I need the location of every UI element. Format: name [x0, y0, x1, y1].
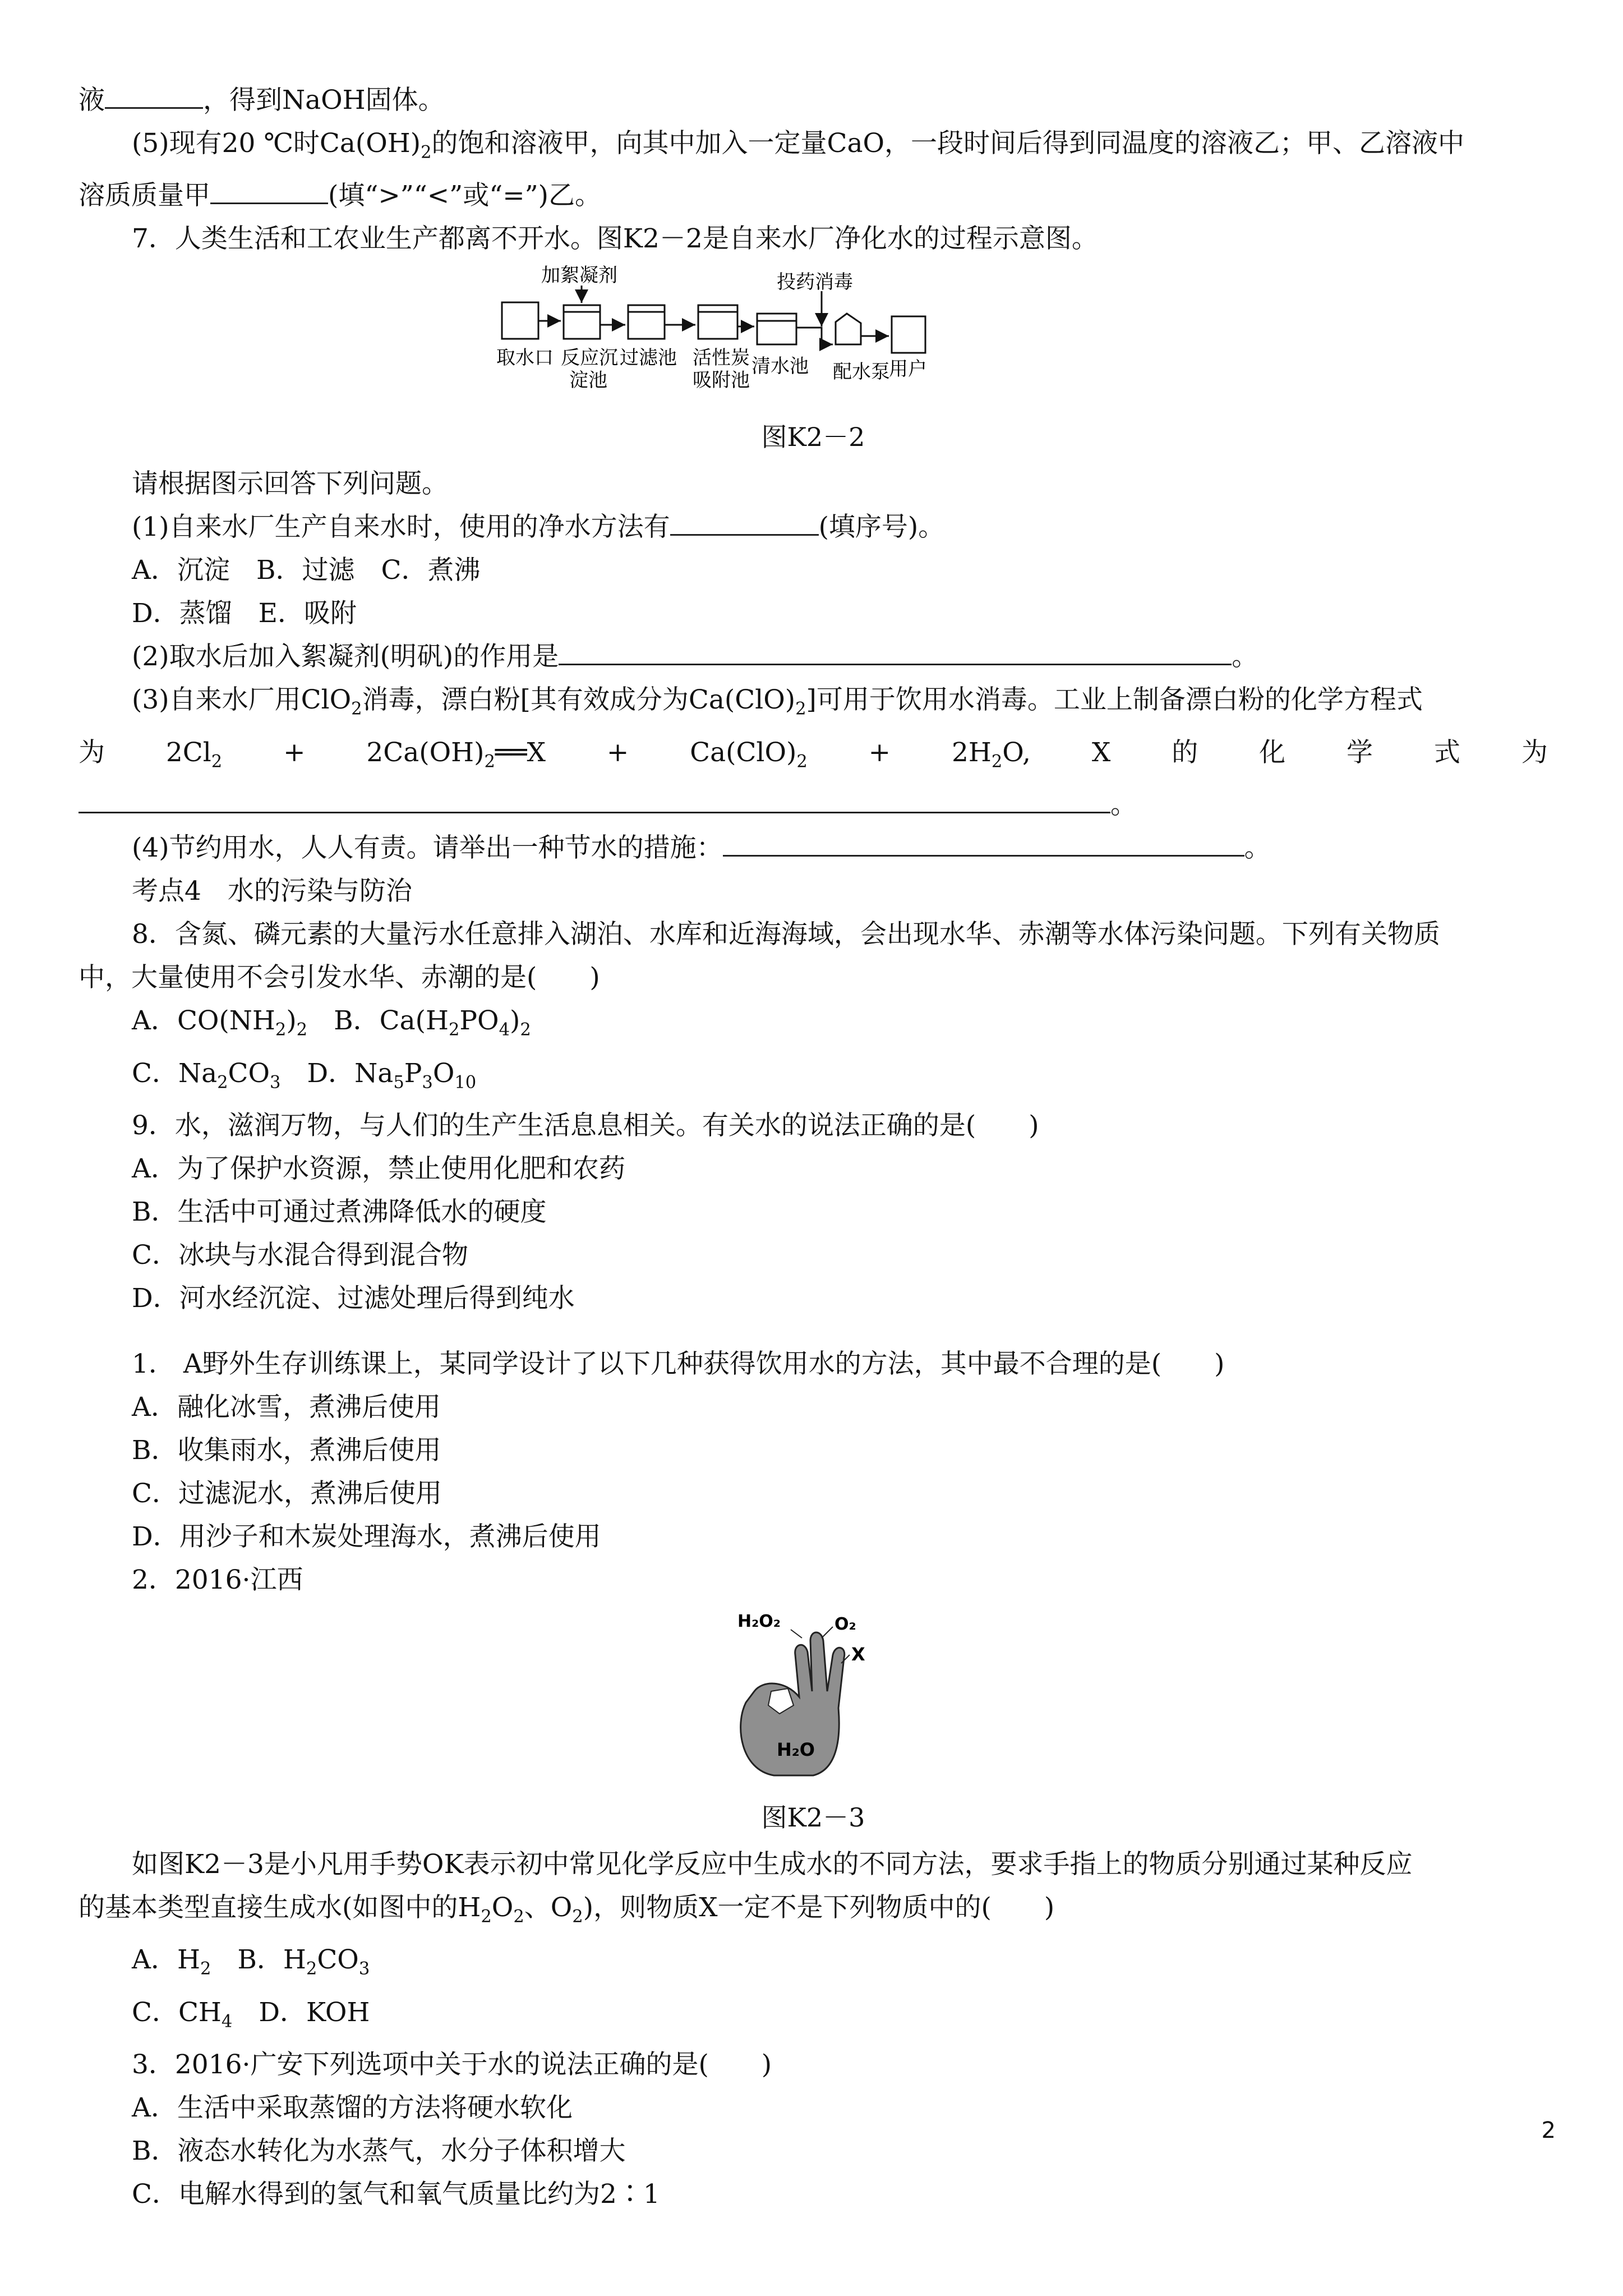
question-5: (5)现有20 ℃时$Ca(OH)_2$的饱和溶液甲，向其中加入一定量CaO，一段时间后得到同温度的溶液乙；甲、乙溶液中	[132, 128, 1465, 163]
question-7-3-equation: 为 $2Cl_2$ + $2Ca(OH)_2══X$ + $Ca(ClO)_2$ + $2H_2O$, X 的 化 学 式 为	[79, 737, 1548, 772]
answer-blank[interactable]	[105, 82, 203, 109]
practice-2-text-cont: 的基本类型直接生成水(如图中的$H_2O_2$、$O_2$)，则物质X一定不是下列物质中的( )	[79, 1892, 1055, 1927]
practice-3: 3．2016·广安下列选项中关于水的说法正确的是( )	[132, 2049, 772, 2081]
question-7-1-options-1: A．沉淀 B．过滤 C．煮沸	[132, 555, 481, 586]
practice-3-option-c: C．电解水得到的氢气和氧气质量比约为2∶1	[132, 2179, 660, 2210]
practice-2-text: 如图K2－3是小凡用手势OK表示初中常见化学反应中生成水的不同方法，要求手指上的物质分别通过某种反应	[132, 1848, 1413, 1880]
section-heading-kd4: 考点4 水的污染与防治	[132, 876, 412, 907]
question-7-1: (1)自来水厂生产自来水时，使用的净水方法有 (填序号)。	[79, 505, 1548, 549]
answer-blank[interactable]	[723, 830, 1244, 857]
svg-text:吸附池: 吸附池	[693, 369, 750, 392]
question-7-2: (2)取水后加入絮凝剂(明矾)的作用是 。	[79, 635, 1548, 678]
svg-text:O₂: O₂	[834, 1614, 856, 1634]
question-9-option-d: D．河水经沉淀、过滤处理后得到纯水	[132, 1282, 575, 1314]
svg-text:用户: 用户	[889, 358, 927, 381]
question-9-option-b: B．生活中可通过煮沸降低水的硬度	[132, 1196, 547, 1227]
question-7: 7．人类生活和工农业生产都离不开水。图K2－2是自来水厂净化水的过程示意图。	[132, 223, 1098, 255]
question-7-ask: 请根据图示回答下列问题。	[132, 468, 448, 500]
practice-3-option-b: B．液态水转化为水蒸气，水分子体积增大	[132, 2136, 626, 2167]
svg-text:加絮凝剂: 加絮凝剂	[541, 264, 617, 287]
page-number: 2	[1541, 2118, 1556, 2143]
svg-text:反应沉: 反应沉	[561, 347, 618, 370]
svg-text:过滤池: 过滤池	[620, 347, 677, 370]
answer-blank[interactable]	[79, 786, 1110, 813]
question-8: 8．含氮、磷元素的大量污水任意排入湖泊、水库和近海海域，会出现水华、赤潮等水体污染问题。下列有关物质	[132, 919, 1440, 950]
question-5-cont: 溶质质量甲 (填“>”“<”或“=”)乙。	[79, 174, 1548, 217]
practice-1-option-d: D．用沙子和木炭处理海水，煮沸后使用	[132, 1521, 601, 1552]
svg-text:X: X	[851, 1643, 865, 1665]
svg-text:淀池: 淀池	[569, 369, 607, 392]
answer-blank[interactable]	[210, 177, 328, 204]
question-7-1-options-2: D．蒸馏 E．吸附	[132, 598, 357, 629]
water-plant-diagram	[496, 260, 1130, 412]
practice-1-option-a: A．融化冰雪，煮沸后使用	[132, 1391, 441, 1423]
question-7-4: (4)节约用水，人人有责。请举出一种节水的措施： 。	[79, 826, 1548, 869]
question-9-option-c: C．冰块与水混合得到混合物	[132, 1239, 468, 1271]
intake-box	[502, 302, 538, 339]
ok-hand-diagram	[723, 1607, 903, 1792]
practice-2-options-ab: A．$H_2$ B．$H_2CO_3$	[132, 1944, 370, 1979]
question-8-options-ab: A．$CO(NH_2)_2$ B．$Ca(H_2PO_4)_2$	[132, 1005, 531, 1040]
answer-blank[interactable]	[559, 638, 1232, 665]
practice-2: 2．2016·江西	[132, 1564, 303, 1595]
question-8-cont: 中，大量使用不会引发水华、赤潮的是( )	[79, 962, 600, 993]
svg-text:清水池: 清水池	[751, 355, 809, 378]
practice-1: 1． A野外生存训练课上，某同学设计了以下几种获得饮用水的方法，其中最不合理的是( )	[132, 1348, 1225, 1379]
svg-text:配水泵: 配水泵	[833, 361, 890, 384]
line-naoh: 液 ，得到NaOH固体。	[79, 79, 1548, 122]
svg-text:投药消毒: 投药消毒	[777, 271, 853, 294]
practice-2-options-cd: C．$CH_4$ D．KOH	[132, 1996, 370, 2032]
figure-caption-k2-3: 图K2－3	[761, 1802, 865, 1833]
svg-text:取水口: 取水口	[496, 347, 554, 370]
document-page	[79, 79, 1548, 2216]
question-8-options-cd: C．$Na_2CO_3$ D．$Na_5P_3O_{10}$	[132, 1057, 477, 1092]
practice-3-option-a: A．生活中采取蒸馏的方法将硬水软化	[132, 2092, 573, 2124]
svg-text:活性炭: 活性炭	[693, 347, 750, 370]
svg-text:H₂O: H₂O	[777, 1738, 815, 1760]
question-9: 9．水，滋润万物，与人们的生产生活息息相关。有关水的说法正确的是( )	[132, 1110, 1039, 1141]
answer-blank[interactable]	[670, 509, 819, 536]
practice-1-option-b: B．收集雨水，煮沸后使用	[132, 1434, 441, 1466]
practice-1-option-c: C．过滤泥水，煮沸后使用	[132, 1478, 442, 1509]
question-7-3-answer: 。	[79, 783, 1548, 826]
question-9-option-a: A．为了保护水资源，禁止使用化肥和农药	[132, 1153, 625, 1184]
svg-text:H₂O₂: H₂O₂	[737, 1611, 781, 1631]
question-7-3: (3)自来水厂用ClO$_2$消毒，漂白粉[其有效成分为$Ca(ClO)_2$]可用于饮用水消毒。工业上制备漂白粉的化学方程式	[132, 684, 1423, 719]
figure-caption-k2-2: 图K2－2	[761, 422, 865, 453]
